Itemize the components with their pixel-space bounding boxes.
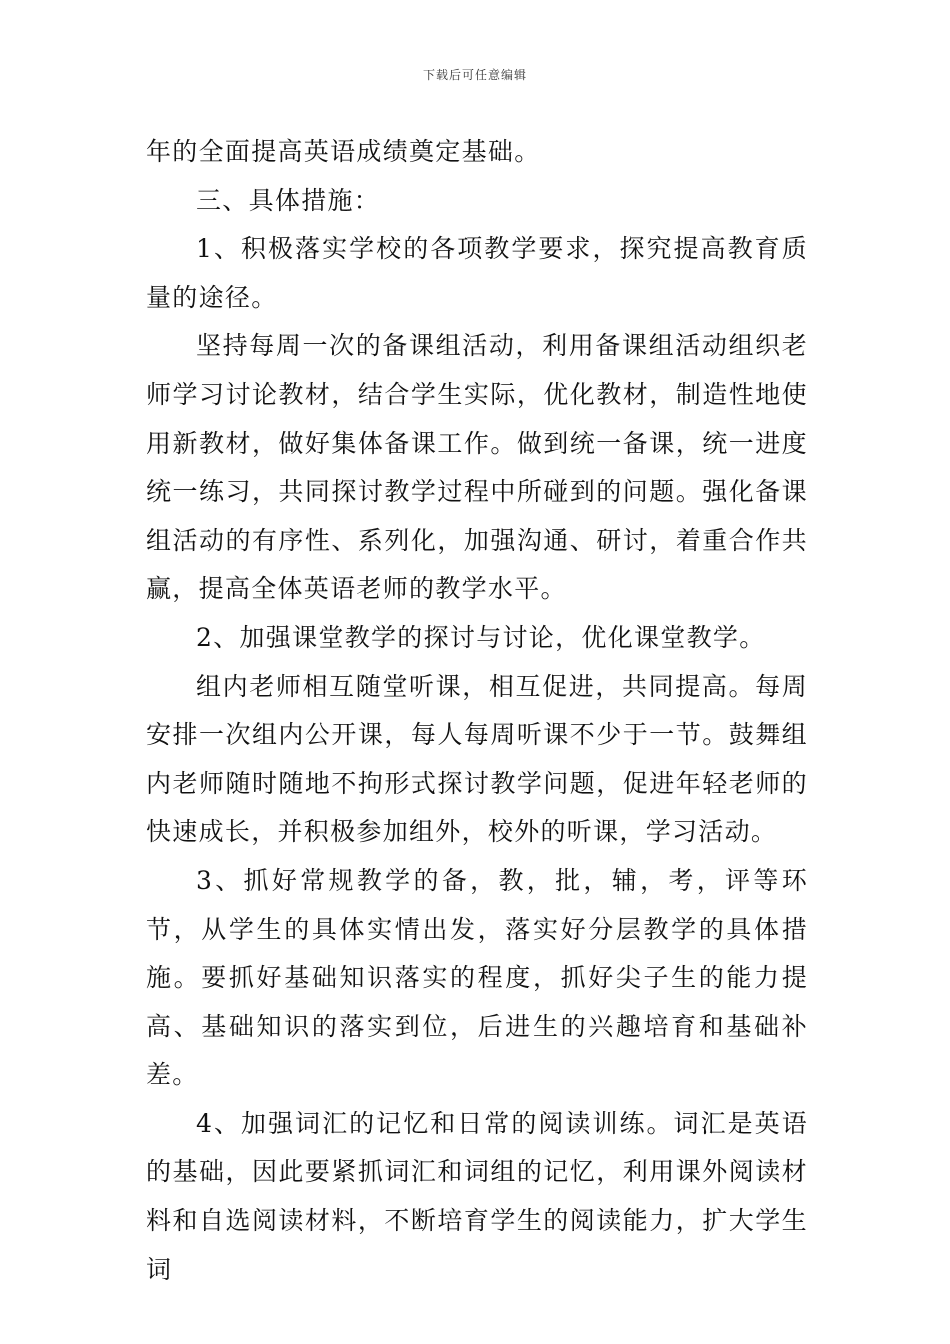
- measure-2-body: 组内老师相互随堂听课，相互促进，共同提高。每周安排一次组内公开课，每人每周听课不少于一节。鼓舞组内老师随时随地不拘形式探讨教学问题，促进年轻老师的快速成长，并积极参加组外，校外的听课，学习活动。: [146, 671, 808, 847]
- measure-1-body: 坚持每周一次的备课组活动，利用备课组活动组织老师学习讨论教材，结合学生实际，优化教材，制造性地使用新教材，做好集体备课工作。做到统一备课，统一进度统一练习，共同探讨教学过程中所碰到的问题。强化备课组活动的有序性、系列化，加强沟通、研讨，着重合作共赢，提高全体英语老师的教学水平。: [146, 331, 808, 604]
- document-body: [146, 128, 808, 1294]
- section-heading: 三、具体措施：: [196, 185, 381, 215]
- measure-2-heading: 2、加强课堂教学的探讨与讨论，优化课堂教学。: [196, 622, 766, 652]
- header-note: 下载后可任意编辑: [422, 68, 527, 82]
- measure-1-heading: 1、积极落实学校的各项教学要求，探究提高教育质量的途径。: [146, 234, 808, 312]
- measure-3-body: 3、抓好常规教学的备，教，批，辅，考，评等环节，从学生的具体实情出发，落实好分层教学的具体措施。要抓好基础知识落实的程度，抓好尖子生的能力提高、基础知识的落实到位，后进生的兴趣培育和基础补差。: [146, 865, 808, 1090]
- paragraph-continuation: 年的全面提高英语成绩奠定基础。: [146, 137, 541, 166]
- measure-4-body: 4、加强词汇的记忆和日常的阅读训练。词汇是英语的基础，因此要紧抓词汇和词组的记忆，利用课外阅读材料和自选阅读材料，不断培育学生的阅读能力，扩大学生词: [146, 1108, 808, 1284]
